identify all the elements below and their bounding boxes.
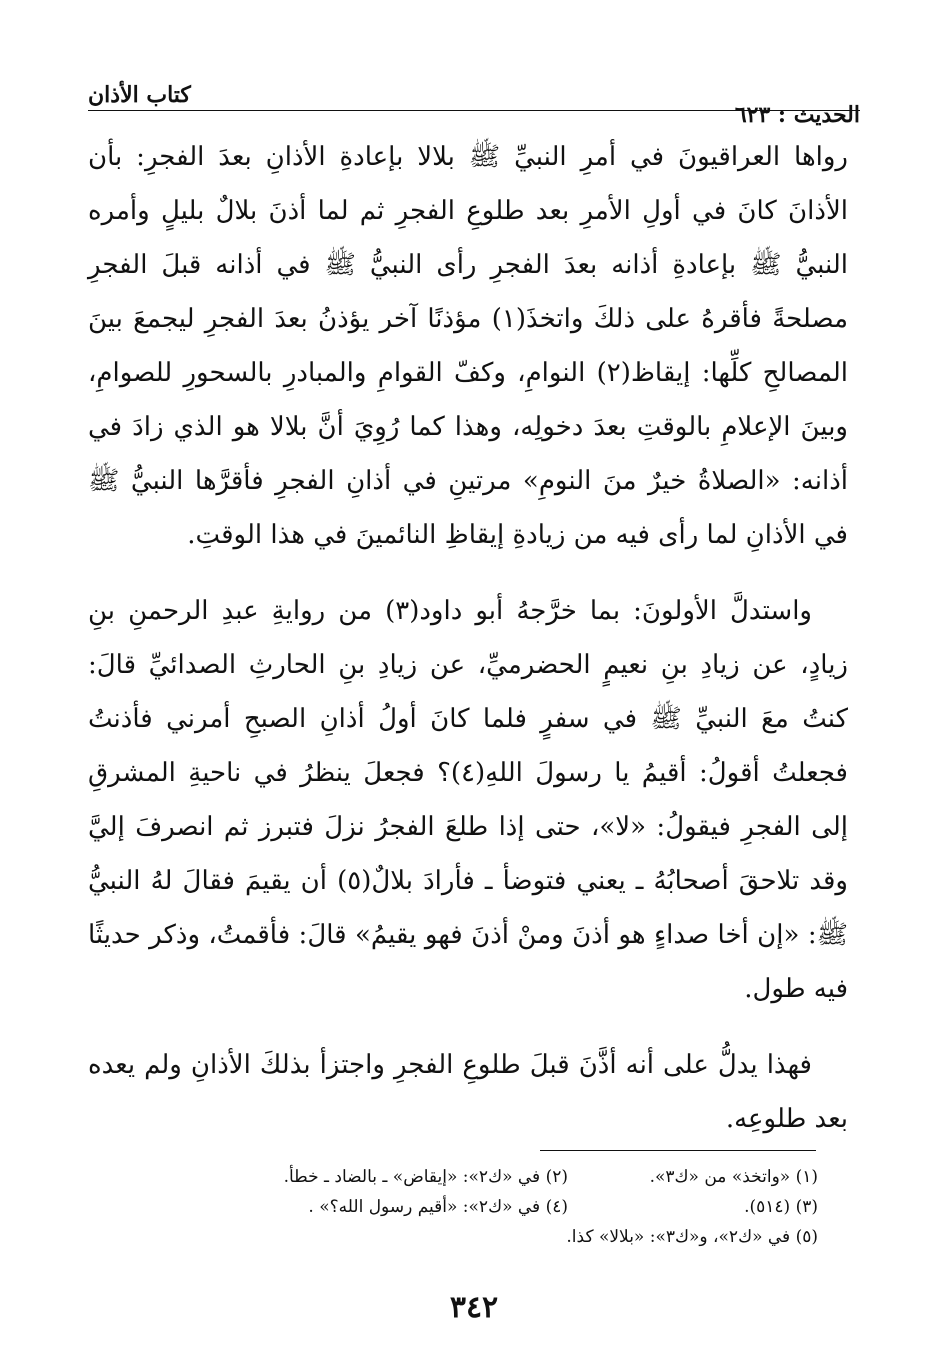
footnotes [140, 1162, 818, 1252]
paragraph-1: رواها العراقيونَ في أمرِ النبيِّ ﷺ بلالا بإعادةِ الأذانِ بعدَ الفجرِ: بأن الأذانَ كانَ في أولِ الأمرِ بعد طلوعِ الفجرِ ثم لما أذنَ بلالٌ بليلٍ وأمره النبيُّ ﷺ بإعادةِ أذانه بعدَ الفجرِ رأى النبيُّ ﷺ في أذانه قبلَ الفجرِ مصلحةً فأقرهُ على ذلكَ واتخذَ(١) مؤذنًا آخر يؤذنُ بعدَ الفجرِ ليجمعَ بينَ المصالحِ كلِّها: إيقاظ(٢) النوامِ، وكفّ القوامِ والمبادرِ بالسحورِ للصوامِ، وبينَ الإعلامِ بالوقتِ بعدَ دخولِه، وهذا كما رُوِيَ أنَّ بلالا هو الذي زادَ في أذانه: «الصلاةُ خيرٌ منَ النومِ» مرتينِ في أذانِ الفجرِ فأقرَّها النبيُّ ﷺ في الأذانِ لما رأى فيه من زيادةِ إيقاظِ النائمينَ في هذا الوقتِ. [88, 142, 848, 550]
page-number: ٣٤٢ [449, 1290, 499, 1325]
footnote-1: (١) «واتخذ» من «ك٣». [649, 1167, 818, 1187]
header-rule [88, 110, 860, 111]
running-header [88, 82, 860, 132]
footnote-3: (٣) (٥١٤). [744, 1197, 818, 1217]
footnote-2: (٢) في «ك٢»: «إيقاض» ـ بالضاد ـ خطأ. [283, 1167, 568, 1187]
footnote-row [140, 1222, 818, 1252]
hadith-number: الحديث : ٦٢٣ [734, 102, 860, 128]
footnote-5: (٥) في «ك٢»، و«ك٣»: «بلالا» كذا. [566, 1227, 818, 1247]
footnote-rule [540, 1150, 816, 1151]
footnote-row [140, 1162, 818, 1192]
paragraph-3: فهذا يدلُّ على أنه أذَّنَ قبلَ طلوعِ الفجرِ واجتزأ بذلكَ الأذانِ ولم يعده بعد طلوعِه. [88, 1050, 848, 1134]
footnote-row [140, 1192, 818, 1222]
footnote-4: (٤) في «ك٢»: «أقيم رسول الله؟» . [308, 1197, 568, 1217]
main-text [88, 130, 848, 1146]
book-title: كتاب الأذان [88, 82, 191, 108]
paragraph-2: واستدلَّ الأولونَ: بما خرَّجهُ أبو داود(٣) من روايةِ عبدِ الرحمنِ بنِ زيادٍ، عن زيادِ بنِ نعيمٍ الحضرميِّ، عن زيادِ بنِ الحارثِ الصدائيِّ قالَ: كنتُ معَ النبيِّ ﷺ في سفرٍ فلما كانَ أولُ أذانِ الصبحِ أمرني فأذنتُ فجعلتُ أقولُ: أقيمُ يا رسولَ اللهِ(٤)؟ فجعلَ ينظرُ في ناحيةِ المشرقِ إلى الفجرِ فيقولُ: «لا»، حتى إذا طلعَ الفجرُ نزلَ فتبرز ثم انصرفَ إليَّ وقد تلاحقَ أصحابُهُ ـ يعني فتوضأ ـ فأرادَ بلالٌ(٥) أن يقيمَ فقالَ لهُ النبيُّ ﷺ: «إن أخا صداءٍ هو أذنَ ومنْ أذنَ فهو يقيمُ» قالَ: فأقمتُ، وذكر حديثًا فيه طول. [88, 596, 848, 1004]
